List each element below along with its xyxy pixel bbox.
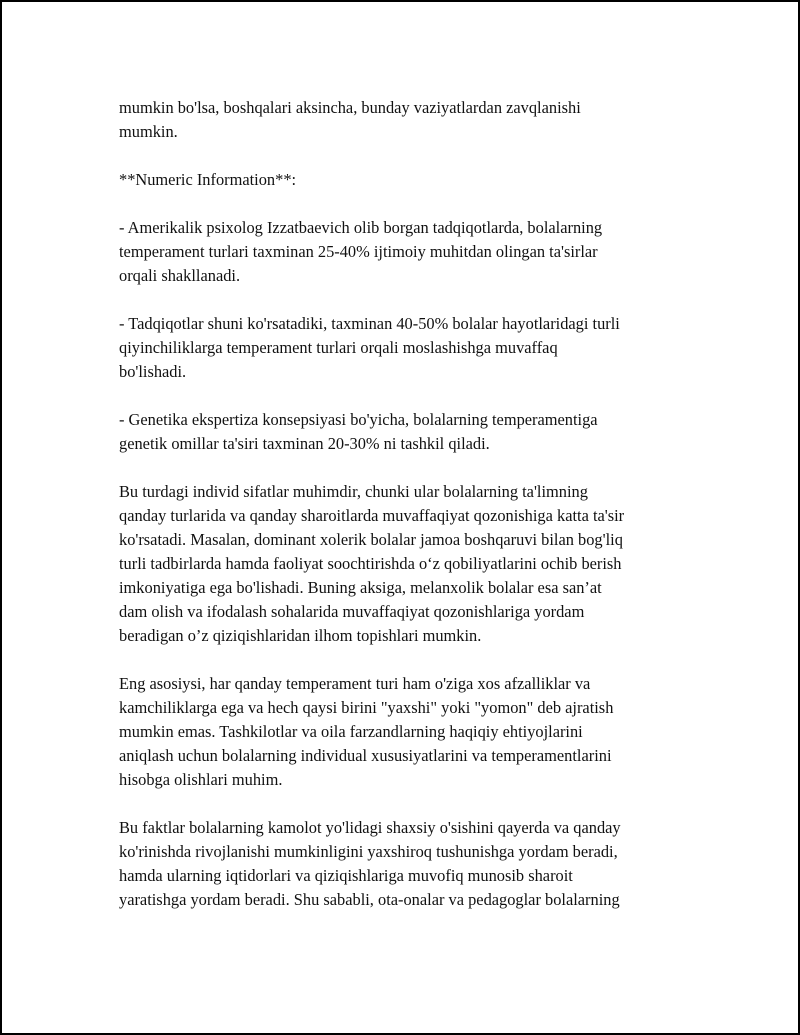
text-line: - Genetika ekspertiza konsepsiyasi bo'yicha, bolalarning temperamentiga bbox=[119, 410, 598, 429]
text-line: Eng asosiysi, har qanday temperament turi ham o'ziga xos afzalliklar va bbox=[119, 674, 591, 693]
text-line: imkoniyatiga ega bo'lishadi. Buning aksiga, melanxolik bolalar esa san’at bbox=[119, 578, 602, 597]
text-line: kamchiliklarga ega va hech qaysi birini "yaxshi" yoki "yomon" deb ajratish bbox=[119, 698, 614, 717]
text-line: - Amerikalik psixolog Izzatbaevich olib borgan tadqiqotlarda, bolalarning bbox=[119, 218, 603, 237]
text-line: qanday turlarida va qanday sharoitlarda muvaffaqiyat qozonishiga katta ta'sir bbox=[119, 506, 625, 525]
text-line: ko'rsatadi. Masalan, dominant xolerik bolalar jamoa boshqaruvi bilan bog'liq bbox=[119, 530, 623, 549]
paragraph-most-important bbox=[119, 672, 709, 792]
text-line: Bu faktlar bolalarning kamolot yo'lidagi shaxsiy o'sishini qayerda va qanday bbox=[119, 818, 621, 837]
bullet-item bbox=[119, 408, 709, 456]
text-line: mumkin. bbox=[119, 122, 178, 141]
text-line: genetik omillar ta'siri taxminan 20-30% ni tashkil qiladi. bbox=[119, 434, 490, 453]
bullet-item bbox=[119, 216, 709, 288]
text-line: hamda ularning iqtidorlari va qiziqishlariga muvofiq munosib sharoit bbox=[119, 866, 573, 885]
text-line: aniqlash uchun bolalarning individual xususiyatlarini va temperamentlarini bbox=[119, 746, 612, 765]
text-line: yaratishga yordam beradi. Shu sababli, ota-onalar va pedagoglar bolalarning bbox=[119, 890, 620, 909]
text-line: orqali shakllanadi. bbox=[119, 266, 241, 285]
text-line: turli tadbirlarda hamda faoliyat soochtirishda o‘z qobiliyatlarini ochib berish bbox=[119, 554, 622, 573]
document-body bbox=[119, 96, 709, 936]
text-line: beradigan o’z qiziqishlaridan ilhom topishlari mumkin. bbox=[119, 626, 482, 645]
text-line: Bu turdagi individ sifatlar muhimdir, chunki ular bolalarning ta'limning bbox=[119, 482, 588, 501]
text-line: **Numeric Information**: bbox=[119, 170, 297, 189]
bullet-item bbox=[119, 312, 709, 384]
text-line: ko'rinishda rivojlanishi mumkinligini yaxshiroq tushunishga yordam beradi, bbox=[119, 842, 618, 861]
paragraph-intro-continuation bbox=[119, 96, 709, 144]
text-line: hisobga olishlari muhim. bbox=[119, 770, 283, 789]
text-line: - Tadqiqotlar shuni ko'rsatadiki, taxminan 40-50% bolalar hayotlaridagi turli bbox=[119, 314, 620, 333]
text-line: mumkin emas. Tashkilotlar va oila farzandlarning haqiqiy ehtiyojlarini bbox=[119, 722, 583, 741]
text-line: dam olish va ifodalash sohalarida muvaffaqiyat qozonishlariga yordam bbox=[119, 602, 585, 621]
text-line: bo'lishadi. bbox=[119, 362, 187, 381]
paragraph-individual-traits bbox=[119, 480, 709, 648]
paragraph-facts-conclusion bbox=[119, 816, 709, 912]
text-line: qiyinchiliklarga temperament turlari orqali moslashishga muvaffaq bbox=[119, 338, 558, 357]
numeric-information-heading bbox=[119, 168, 709, 192]
text-line: mumkin bo'lsa, boshqalari aksincha, bunday vaziyatlardan zavqlanishi bbox=[119, 98, 581, 117]
text-line: temperament turlari taxminan 25-40% ijtimoiy muhitdan olingan ta'sirlar bbox=[119, 242, 598, 261]
